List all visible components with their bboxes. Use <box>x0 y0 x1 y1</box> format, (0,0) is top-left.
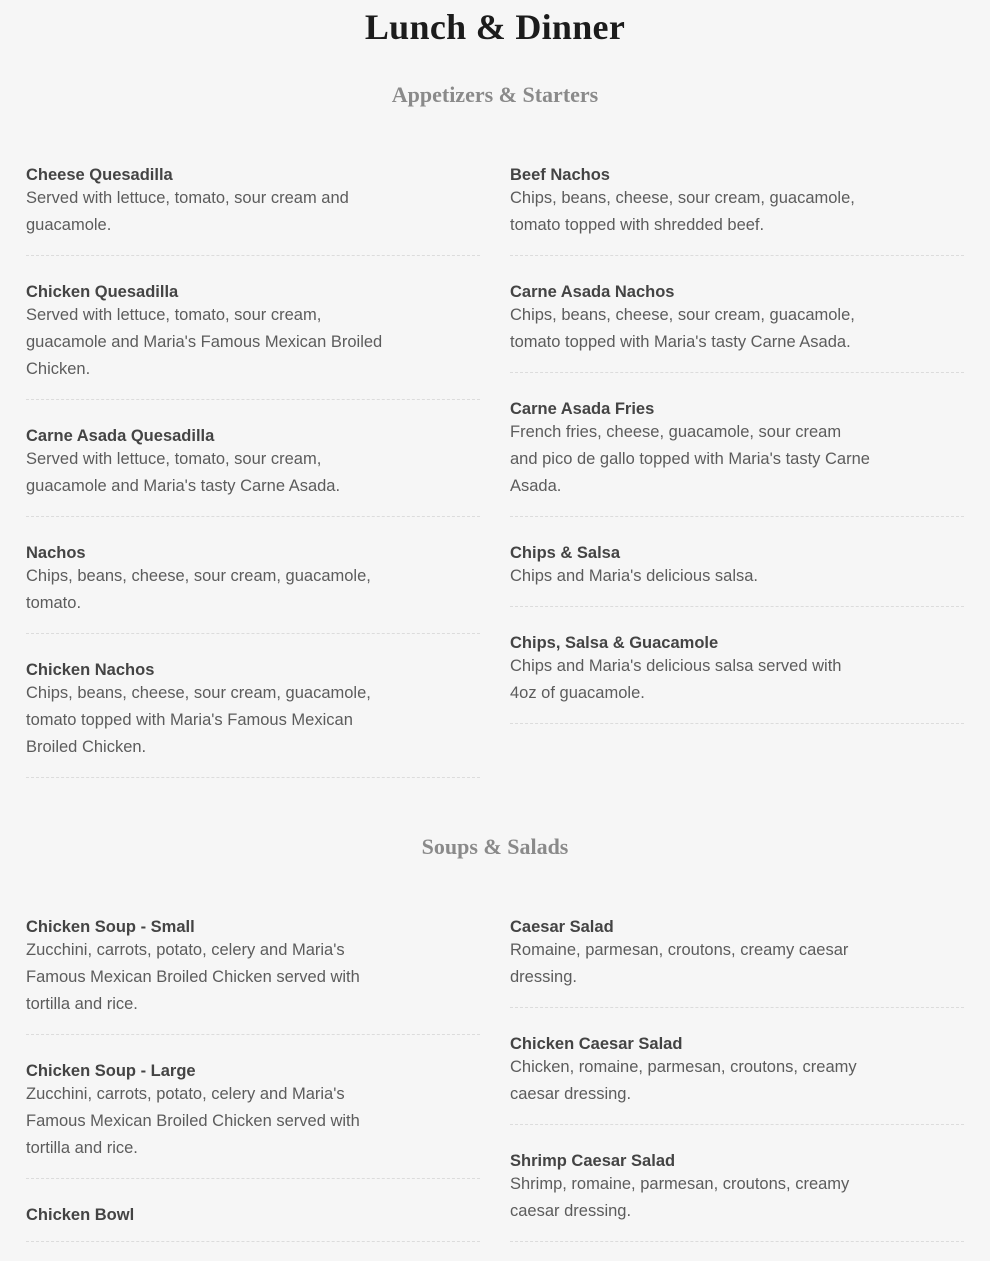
menu-item-name: Chicken Soup - Small <box>26 918 195 936</box>
menu-item-name: Nachos <box>26 544 86 562</box>
appetizers-left-column <box>26 158 480 797</box>
menu-item-name: Carne Asada Nachos <box>510 283 675 301</box>
menu-item-description: French fries, cheese, guacamole, sour cream and pico de gallo topped with Maria's tasty Carne Asada. <box>510 423 870 495</box>
menu-item-description: Zucchini, carrots, potato, celery and Maria's Famous Mexican Broiled Chicken served with tortilla and rice. <box>26 941 360 1013</box>
menu-item-name: Chicken Caesar Salad <box>510 1035 683 1053</box>
menu-item-chicken-soup-small[interactable] <box>26 910 480 1035</box>
menu-item-description: Shrimp, romaine, parmesan, croutons, creamy caesar dressing. <box>510 1175 850 1220</box>
salads-right-column <box>510 910 964 1261</box>
menu-item-carne-asada-quesadilla[interactable] <box>26 419 480 517</box>
section-title-appetizers: Appetizers & Starters <box>391 82 599 107</box>
menu-item-description: Chips and Maria's delicious salsa. <box>510 567 759 585</box>
menu-item-name: Shrimp Caesar Salad <box>510 1152 676 1170</box>
menu-item-name: Beef Nachos <box>510 166 610 184</box>
menu-item-shrimp-caesar-salad[interactable] <box>510 1144 964 1242</box>
menu-item-description: Served with lettuce, tomato, sour cream, guacamole and Maria's tasty Carne Asada. <box>26 450 341 495</box>
menu-item-chicken-bowl[interactable] <box>26 1198 480 1242</box>
menu-item-description: Zucchini, carrots, potato, celery and Maria's Famous Mexican Broiled Chicken served with tortilla and rice. <box>26 1085 360 1157</box>
menu-item-cheese-quesadilla[interactable] <box>26 158 480 256</box>
menu-item-chicken-quesadilla[interactable] <box>26 275 480 400</box>
menu-item-description: Served with lettuce, tomato, sour cream and guacamole. <box>26 189 349 234</box>
menu-item-chicken-soup-large[interactable] <box>26 1054 480 1179</box>
menu-item-name: Caesar Salad <box>510 918 614 936</box>
appetizers-right-column <box>510 158 964 743</box>
menu-item-carne-asada-nachos[interactable] <box>510 275 964 373</box>
menu-item-name: Chips, Salsa & Guacamole <box>510 634 719 652</box>
menu-item-name: Cheese Quesadilla <box>26 166 173 184</box>
menu-item-name: Chicken Bowl <box>26 1206 135 1224</box>
menu-item-chicken-nachos[interactable] <box>26 653 480 778</box>
menu-item-caesar-salad[interactable] <box>510 910 964 1008</box>
page-title: Lunch & Dinner <box>364 7 626 47</box>
menu-item-name: Carne Asada Quesadilla <box>26 427 215 445</box>
menu-item-description: Chips, beans, cheese, sour cream, guacamole, tomato. <box>26 567 371 612</box>
menu-item-description: Chips, beans, cheese, sour cream, guacamole, tomato topped with Maria's Famous Mexican Broiled Chicken. <box>26 684 371 756</box>
menu-item-chips-salsa[interactable] <box>510 536 964 607</box>
menu-item-name: Chicken Soup - Large <box>26 1062 196 1080</box>
menu-item-name: Chicken Nachos <box>26 661 155 679</box>
menu-item-description: Chips, beans, cheese, sour cream, guacamole, tomato topped with Maria's tasty Carne Asada. <box>510 306 855 351</box>
menu-item-name: Chicken Quesadilla <box>26 283 179 301</box>
menu-item-carne-asada-fries[interactable] <box>510 392 964 517</box>
section-title-soups-salads: Soups & Salads <box>421 834 569 859</box>
menu-item-description: Romaine, parmesan, croutons, creamy caesar dressing. <box>510 941 849 986</box>
menu-item-chips-salsa-guacamole[interactable] <box>510 626 964 724</box>
menu-item-beef-nachos[interactable] <box>510 158 964 256</box>
menu-item-name: Carne Asada Fries <box>510 400 655 418</box>
menu-item-description: Chips, beans, cheese, sour cream, guacamole, tomato topped with shredded beef. <box>510 189 855 234</box>
menu-item-chicken-caesar-salad[interactable] <box>510 1027 964 1125</box>
menu-item-name: Chips & Salsa <box>510 544 621 562</box>
menu-item-description: Served with lettuce, tomato, sour cream, guacamole and Maria's Famous Mexican Broiled Chicken. <box>26 306 383 378</box>
soups-left-column <box>26 910 480 1261</box>
menu-item-description: Chicken, romaine, parmesan, croutons, creamy caesar dressing. <box>510 1058 857 1103</box>
menu-item-nachos[interactable] <box>26 536 480 634</box>
menu-item-description: Chips and Maria's delicious salsa served with 4oz of guacamole. <box>510 657 842 702</box>
